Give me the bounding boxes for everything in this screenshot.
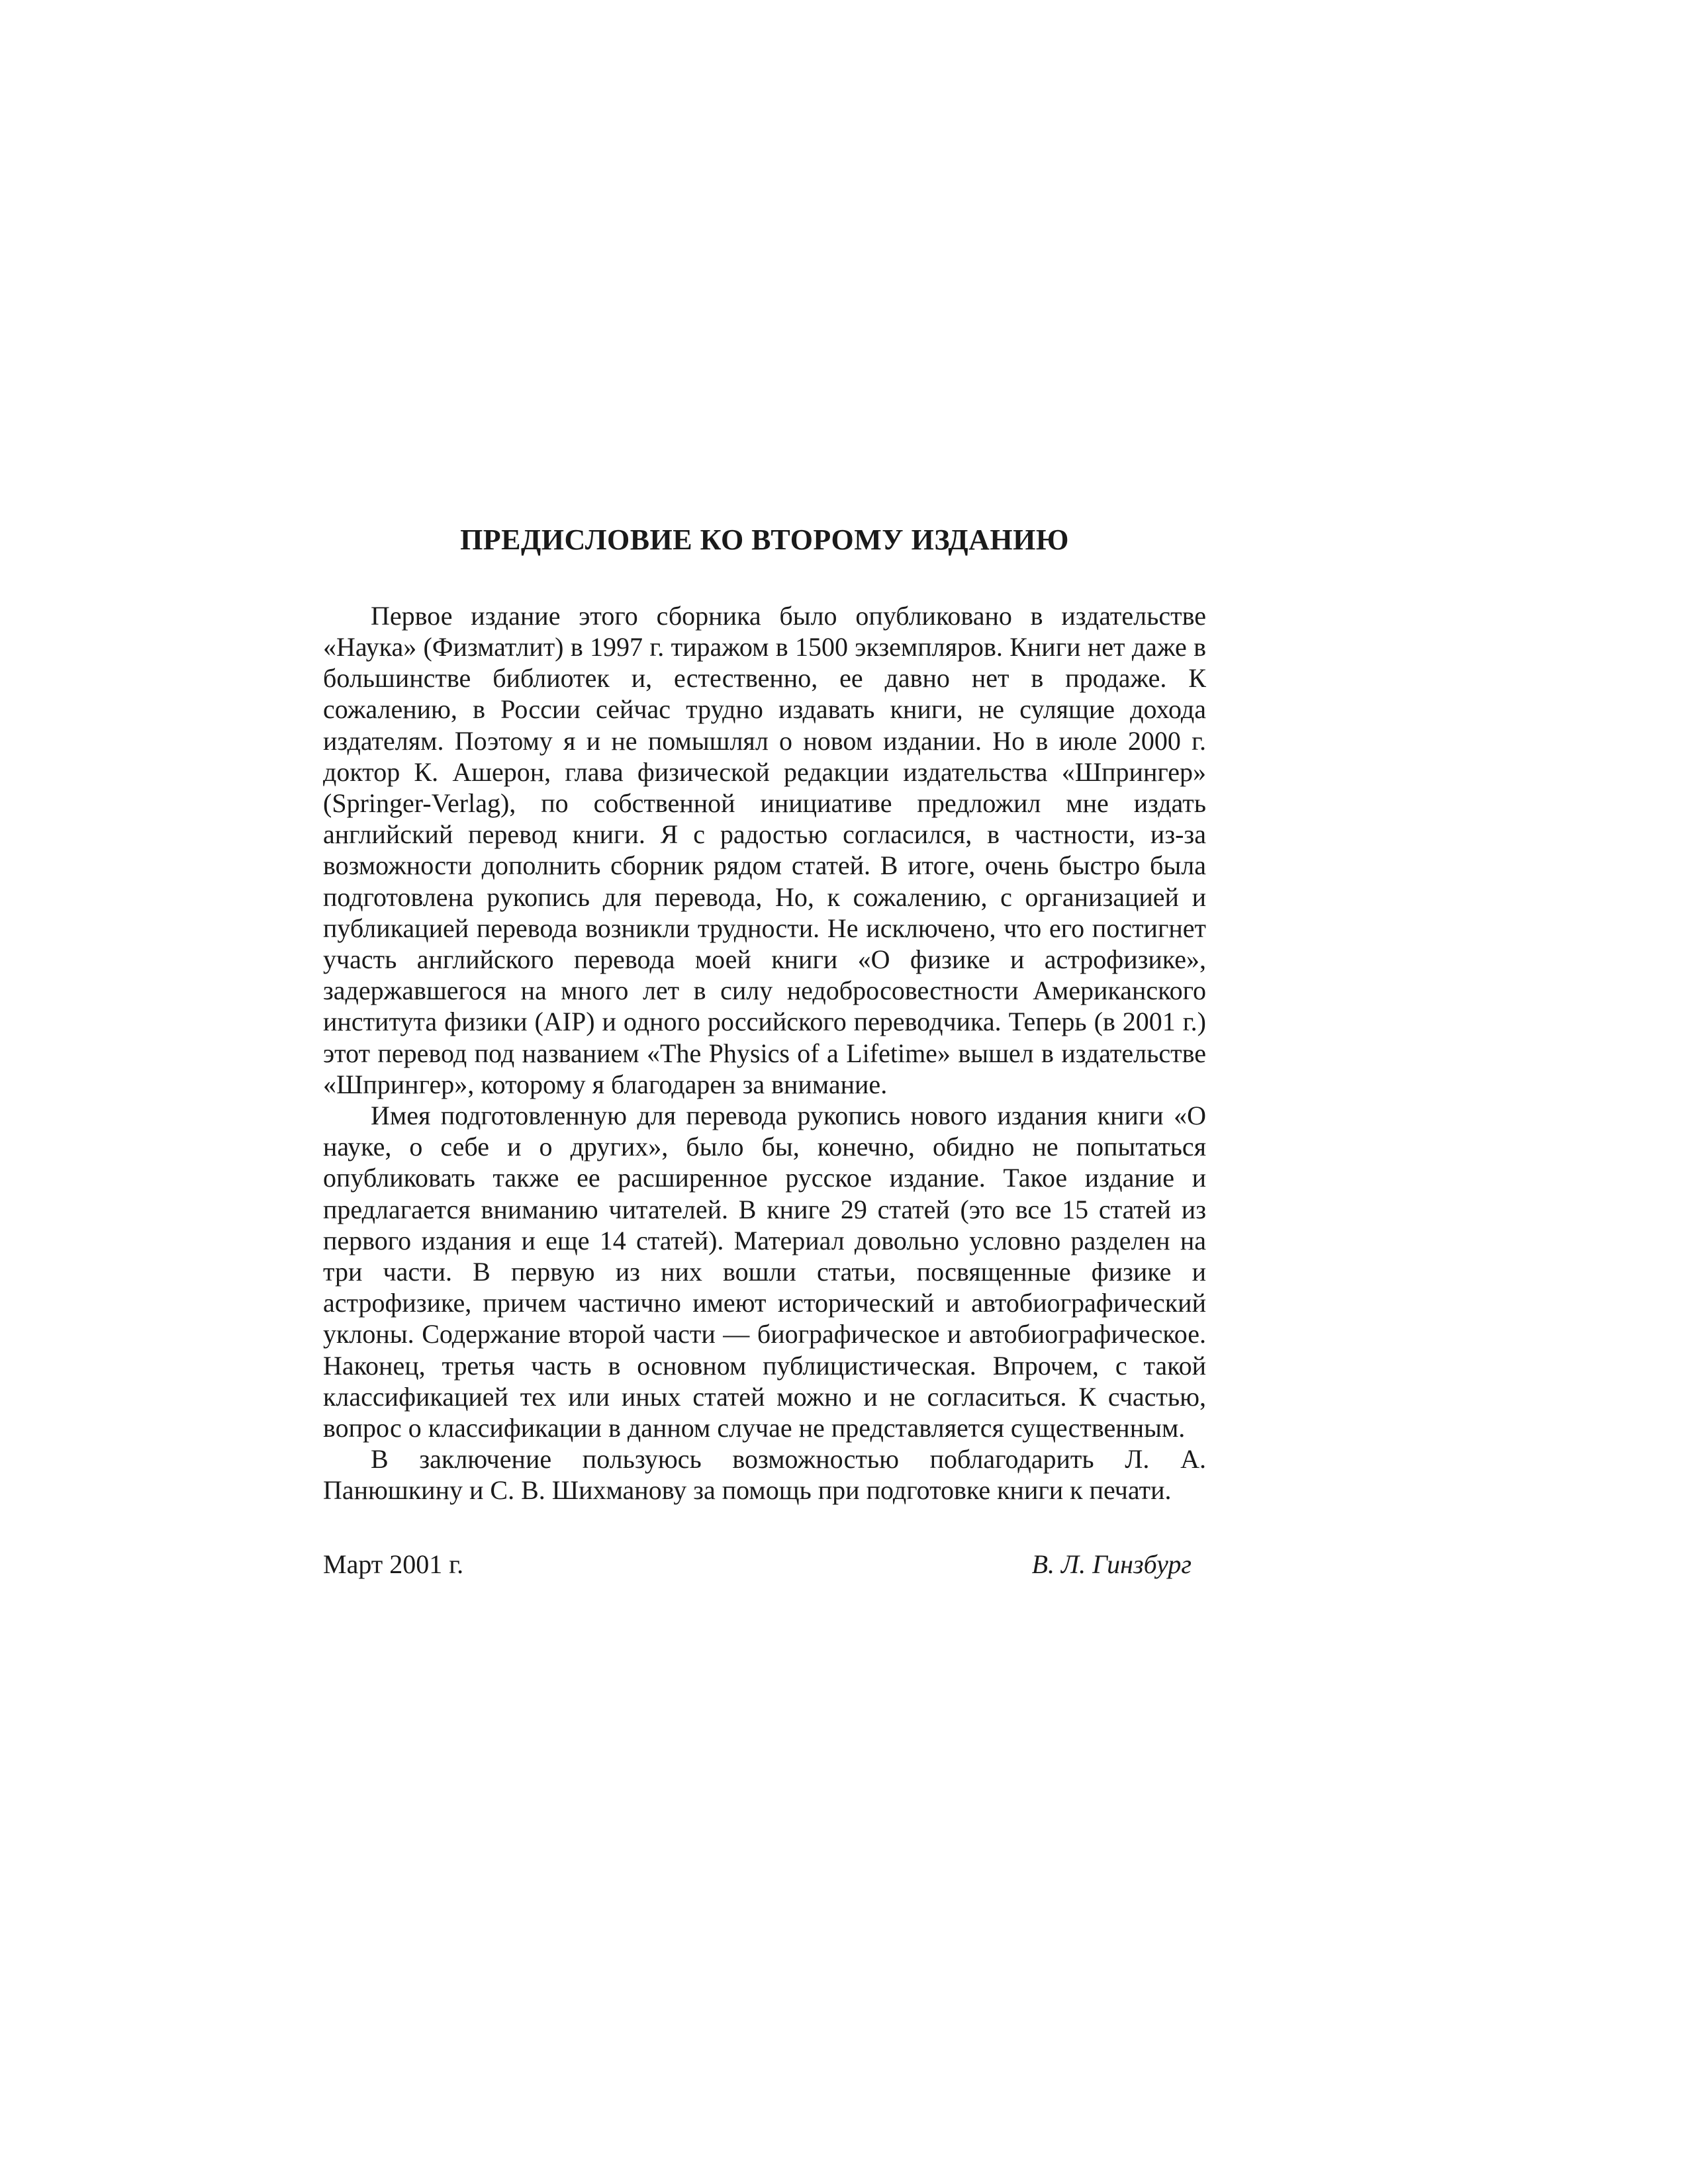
signature-date: Март 2001 г.	[323, 1549, 464, 1579]
page-title: ПРЕДИСЛОВИЕ КО ВТОРОМУ ИЗДАНИЮ	[460, 523, 1069, 556]
signature-row	[323, 1549, 1206, 1580]
page-content	[323, 523, 1206, 1580]
paragraph-second-edition: Имея подготовленную для перевода рукопись нового издания книги «О науке, о себе и о других», было бы, конечно, обидно не попытаться опубликовать также ее расширенное русское издание. Такое издание и предлагается вниманию читателей. В книге 29 статей (это все 15 статей из первого издания и еще 14 статей). Материал довольно условно разделен на три части. В первую из них вошли статьи, посвященные физике и астрофизике, причем частично имеют исторический и автобиографический уклоны. Содержание второй части — биографическое и автобиографическое. Наконец, третья часть в основном публицистическая. Впрочем, с такой классификацией тех или иных статей можно и не согласиться. К счастью, вопрос о классификации в данном случае не представляется существенным.	[323, 1101, 1206, 1443]
paragraph-first-edition: Первое издание этого сборника было опубликовано в издательстве «Наука» (Физматлит) в 1997 г. тиражом в 1500 экземпляров. Книги нет даже в большинстве библиотек и, естественно, ее давно нет в продаже. К сожалению, в России сейчас трудно издавать книги, не сулящие дохода издателям. Поэтому я и не помышлял о новом издании. Но в июле 2000 г. доктор К. Ашерон, глава физической редакции издательства «Шпрингер» (Springer-Verlag), по собственной инициативе предложил мне издать английский перевод книги. Я с радостью согласился, в частности, из-за возможности дополнить сборник рядом статей. В итоге, очень быстро была подготовлена рукопись для перевода, Но, к сожалению, с организацией и публикацией перевода возникли трудности. Не исключено, что его постигнет участь английского перевода моей книги «О физике и астрофизике», задержавшегося на много лет в силу недобросовестности Американского института физики (AIP) и одного российского переводчика. Теперь (в 2001 г.) этот перевод под названием «The Physics of a Lifetime» вышел в издательстве «Шпрингер», которому я благодарен за внимание.	[323, 600, 1206, 1099]
signature-author: В. Л. Гинзбург	[1031, 1549, 1192, 1579]
paragraph-acknowledgement: В заключение пользуюсь возможностью поблагодарить Л. А. Панюшкину и С. В. Шихманову за помощь при подготовке книги к печати.	[323, 1444, 1206, 1506]
